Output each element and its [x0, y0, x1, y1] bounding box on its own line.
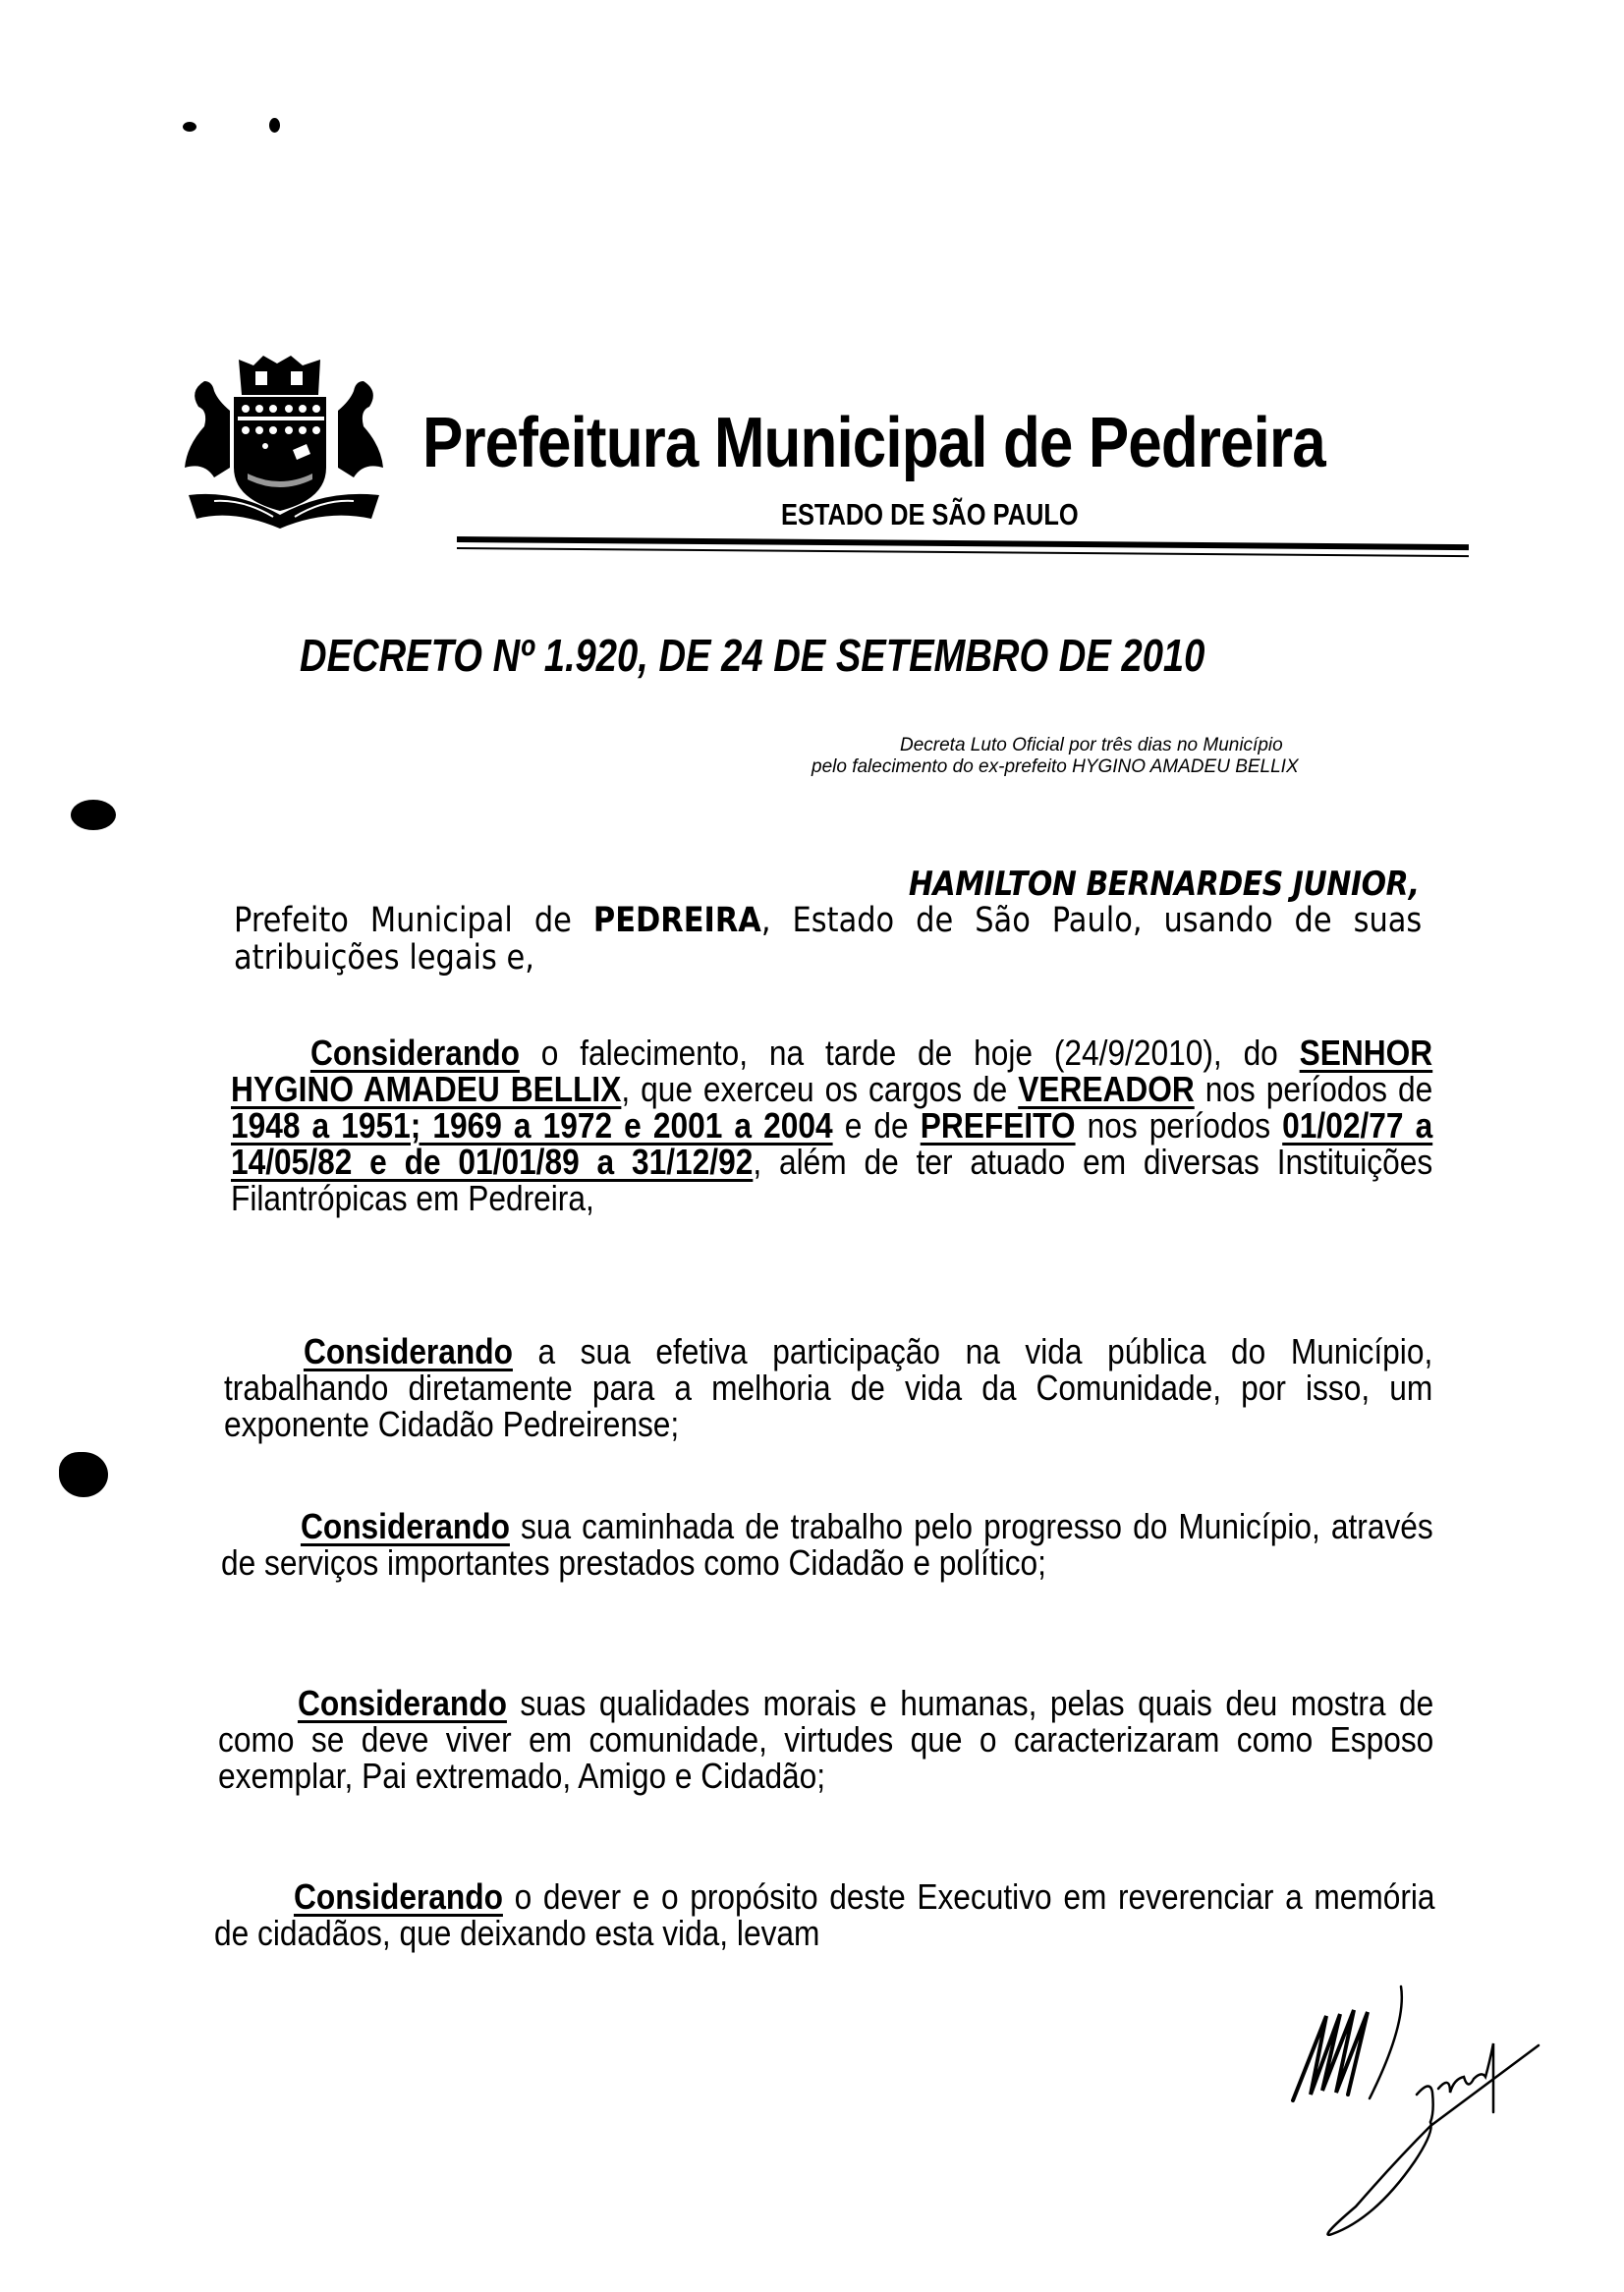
organization-name: Prefeitura Municipal de Pedreira	[422, 404, 1325, 482]
considerando-lead: Considerando	[309, 1033, 520, 1073]
scan-speck	[269, 118, 280, 133]
considerando-lead: Considerando	[293, 1876, 503, 1917]
office-prefeito: PREFEITO	[920, 1105, 1076, 1146]
prefeito-periods: 01/02/77 a 14/05/82 e de 01/01/89 a 31/12/92	[231, 1105, 1433, 1182]
considerando-5	[214, 1878, 1435, 1951]
considerando-2	[224, 1333, 1432, 1442]
punch-hole-mark	[71, 800, 116, 830]
city-name: PEDREIRA	[592, 901, 761, 940]
signature-initials-icon	[1258, 1985, 1621, 2289]
summary-line-1: Decreta Luto Oficial por três dias no Município	[900, 735, 1283, 755]
intro-paragraph	[234, 902, 1422, 977]
intro-text-end: , Estado de São Paulo, usando de suas atribuições legais e,	[234, 901, 1423, 978]
text-segment: o falecimento, na tarde de hoje (24/9/2010), do	[519, 1033, 1300, 1073]
text-segment: e de	[832, 1105, 921, 1146]
intro-text: Prefeito Municipal de	[234, 901, 593, 940]
office-vereador: VEREADOR	[1018, 1069, 1195, 1109]
text-segment: nos períodos de	[1194, 1069, 1433, 1109]
decree-summary	[812, 735, 1411, 778]
considerando-text: sua caminhada de trabalho pelo progresso do Município, através de serviços importantes prestados como Cidadão e político;	[221, 1506, 1433, 1583]
considerando-lead: Considerando	[297, 1683, 507, 1723]
text-segment: , que exerceu os cargos de	[621, 1069, 1019, 1109]
mayor-name: HAMILTON BERNARDES JUNIOR,	[909, 865, 1420, 904]
state-name: ESTADO DE SÃO PAULO	[781, 497, 1079, 531]
considerando-4	[218, 1685, 1433, 1794]
decree-title: DECRETO Nº 1.920, DE 24 DE SETEMBRO DE 2010	[300, 630, 1205, 681]
coat-of-arms-icon	[175, 352, 393, 529]
vereador-periods: 1948 a 1951; 1969 a 1972 e 2001 a 2004	[231, 1105, 833, 1146]
considerando-text: o dever e o propósito deste Executivo em reverenciar a memória de cidadãos, que deixando esta vida, levam	[214, 1876, 1435, 1953]
considerando-text: a sua efetiva participação na vida pública do Município, trabalhando diretamente para a melhoria de vida da Comunidade, por isso, um exponente Cidadão Pedreirense;	[224, 1331, 1433, 1444]
considerando-lead: Considerando	[300, 1506, 510, 1546]
text-segment: , além de ter atuado em diversas Instituições Filantrópicas em Pedreira,	[231, 1142, 1433, 1218]
punch-hole-mark	[59, 1452, 108, 1497]
considerando-3	[221, 1508, 1433, 1581]
considerando-text: suas qualidades morais e humanas, pelas quais deu mostra de como se deve viver em comunidade, virtudes que o caracterizaram como Esposo exemplar, Pai extremado, Amigo e Cidadão;	[218, 1683, 1434, 1796]
honoree-name: SENHOR HYGINO AMADEU BELLIX	[231, 1033, 1433, 1109]
text-segment: nos períodos	[1075, 1105, 1283, 1146]
scan-speck	[183, 122, 196, 132]
considerando-1	[231, 1034, 1432, 1216]
summary-line-2: pelo falecimento do ex-prefeito HYGINO AMADEU BELLIX	[812, 756, 1299, 777]
considerando-lead: Considerando	[303, 1331, 513, 1371]
